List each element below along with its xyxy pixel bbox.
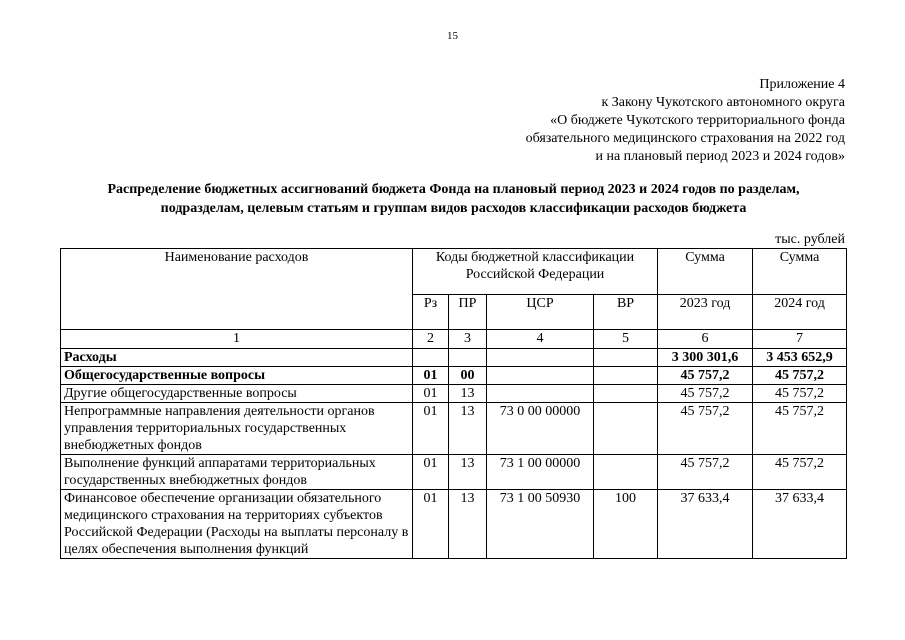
column-number: 5 bbox=[594, 330, 658, 349]
header-row bbox=[61, 249, 847, 295]
appendix-line: обязательного медицинского страхования на 2022 год bbox=[525, 131, 845, 146]
row-name: Непрограммные направления деятельности органов управления территориальных государственных внебюджетных фондов bbox=[61, 403, 413, 455]
row-pr: 13 bbox=[449, 385, 487, 403]
budget-table bbox=[60, 248, 847, 559]
header-name: Наименование расходов bbox=[61, 249, 413, 330]
row-rz: 01 bbox=[413, 385, 449, 403]
header-rz: Рз bbox=[413, 295, 449, 330]
row-csr: 73 1 00 00000 bbox=[487, 455, 594, 490]
row-name: Финансовое обеспечение организации обязательного медицинского страхования на территориях субъектов Российской Федерации (Расходы на выплаты персоналу в целях обеспечения выполнения функций bbox=[61, 490, 413, 559]
header-csr: ЦСР bbox=[487, 295, 594, 330]
row-csr bbox=[487, 367, 594, 385]
row-pr: 13 bbox=[449, 403, 487, 455]
row-sum-2024: 45 757,2 bbox=[753, 455, 847, 490]
column-number-row bbox=[61, 330, 847, 349]
title-line: Распределение бюджетных ассигнований бюджета Фонда на плановый период 2023 и 2024 годов по разделам, bbox=[107, 182, 800, 197]
title-line: подразделам, целевым статьям и группам видов расходов классификации расходов бюджета bbox=[160, 201, 747, 216]
row-rz: 01 bbox=[413, 490, 449, 559]
row-rz: 01 bbox=[413, 455, 449, 490]
row-csr: 73 1 00 50930 bbox=[487, 490, 594, 559]
column-number: 2 bbox=[413, 330, 449, 349]
row-vr bbox=[594, 349, 658, 367]
column-number: 6 bbox=[658, 330, 753, 349]
row-sum-2023: 45 757,2 bbox=[658, 403, 753, 455]
appendix-header bbox=[526, 76, 845, 166]
row-name: Общегосударственные вопросы bbox=[61, 367, 413, 385]
row-vr bbox=[594, 385, 658, 403]
header-sum-2023: Сумма bbox=[658, 249, 753, 295]
table-row bbox=[61, 385, 847, 403]
row-sum-2023: 45 757,2 bbox=[658, 385, 753, 403]
row-sum-2023: 45 757,2 bbox=[658, 367, 753, 385]
column-number: 7 bbox=[753, 330, 847, 349]
row-pr: 00 bbox=[449, 367, 487, 385]
row-name: Выполнение функций аппаратами территориальных государственных внебюджетных фондов bbox=[61, 455, 413, 490]
row-sum-2024: 45 757,2 bbox=[753, 385, 847, 403]
page-number: 15 bbox=[447, 30, 458, 42]
column-number: 1 bbox=[61, 330, 413, 349]
row-csr bbox=[487, 385, 594, 403]
row-sum-2024: 45 757,2 bbox=[753, 367, 847, 385]
row-csr: 73 0 00 00000 bbox=[487, 403, 594, 455]
appendix-line: к Закону Чукотского автономного округа bbox=[601, 95, 845, 110]
row-sum-2023: 45 757,2 bbox=[658, 455, 753, 490]
row-pr bbox=[449, 349, 487, 367]
row-vr bbox=[594, 403, 658, 455]
appendix-line: «О бюджете Чукотского территориального фонда bbox=[550, 113, 845, 128]
header-codes: Коды бюджетной классификации Российской Федерации bbox=[413, 249, 658, 295]
row-pr: 13 bbox=[449, 455, 487, 490]
row-pr: 13 bbox=[449, 490, 487, 559]
appendix-line: и на плановый период 2023 и 2024 годов» bbox=[595, 149, 845, 164]
table-row bbox=[61, 490, 847, 559]
column-number: 3 bbox=[449, 330, 487, 349]
row-rz bbox=[413, 349, 449, 367]
units-label: тыс. рублей bbox=[775, 232, 845, 247]
table-row bbox=[61, 349, 847, 367]
header-year-2023: 2023 год bbox=[658, 295, 753, 330]
row-sum-2023: 37 633,4 bbox=[658, 490, 753, 559]
table-row bbox=[61, 403, 847, 455]
document-title bbox=[40, 180, 867, 218]
row-name: Другие общегосударственные вопросы bbox=[61, 385, 413, 403]
header-pr: ПР bbox=[449, 295, 487, 330]
row-csr bbox=[487, 349, 594, 367]
row-sum-2024: 3 453 652,9 bbox=[753, 349, 847, 367]
header-sum-2024: Сумма bbox=[753, 249, 847, 295]
row-vr: 100 bbox=[594, 490, 658, 559]
table-row bbox=[61, 367, 847, 385]
row-sum-2024: 37 633,4 bbox=[753, 490, 847, 559]
row-sum-2024: 45 757,2 bbox=[753, 403, 847, 455]
table-row bbox=[61, 455, 847, 490]
column-number: 4 bbox=[487, 330, 594, 349]
row-sum-2023: 3 300 301,6 bbox=[658, 349, 753, 367]
row-rz: 01 bbox=[413, 403, 449, 455]
row-vr bbox=[594, 455, 658, 490]
appendix-line: Приложение 4 bbox=[759, 77, 845, 92]
header-vr: ВР bbox=[594, 295, 658, 330]
header-year-2024: 2024 год bbox=[753, 295, 847, 330]
row-rz: 01 bbox=[413, 367, 449, 385]
row-vr bbox=[594, 367, 658, 385]
row-name: Расходы bbox=[61, 349, 413, 367]
